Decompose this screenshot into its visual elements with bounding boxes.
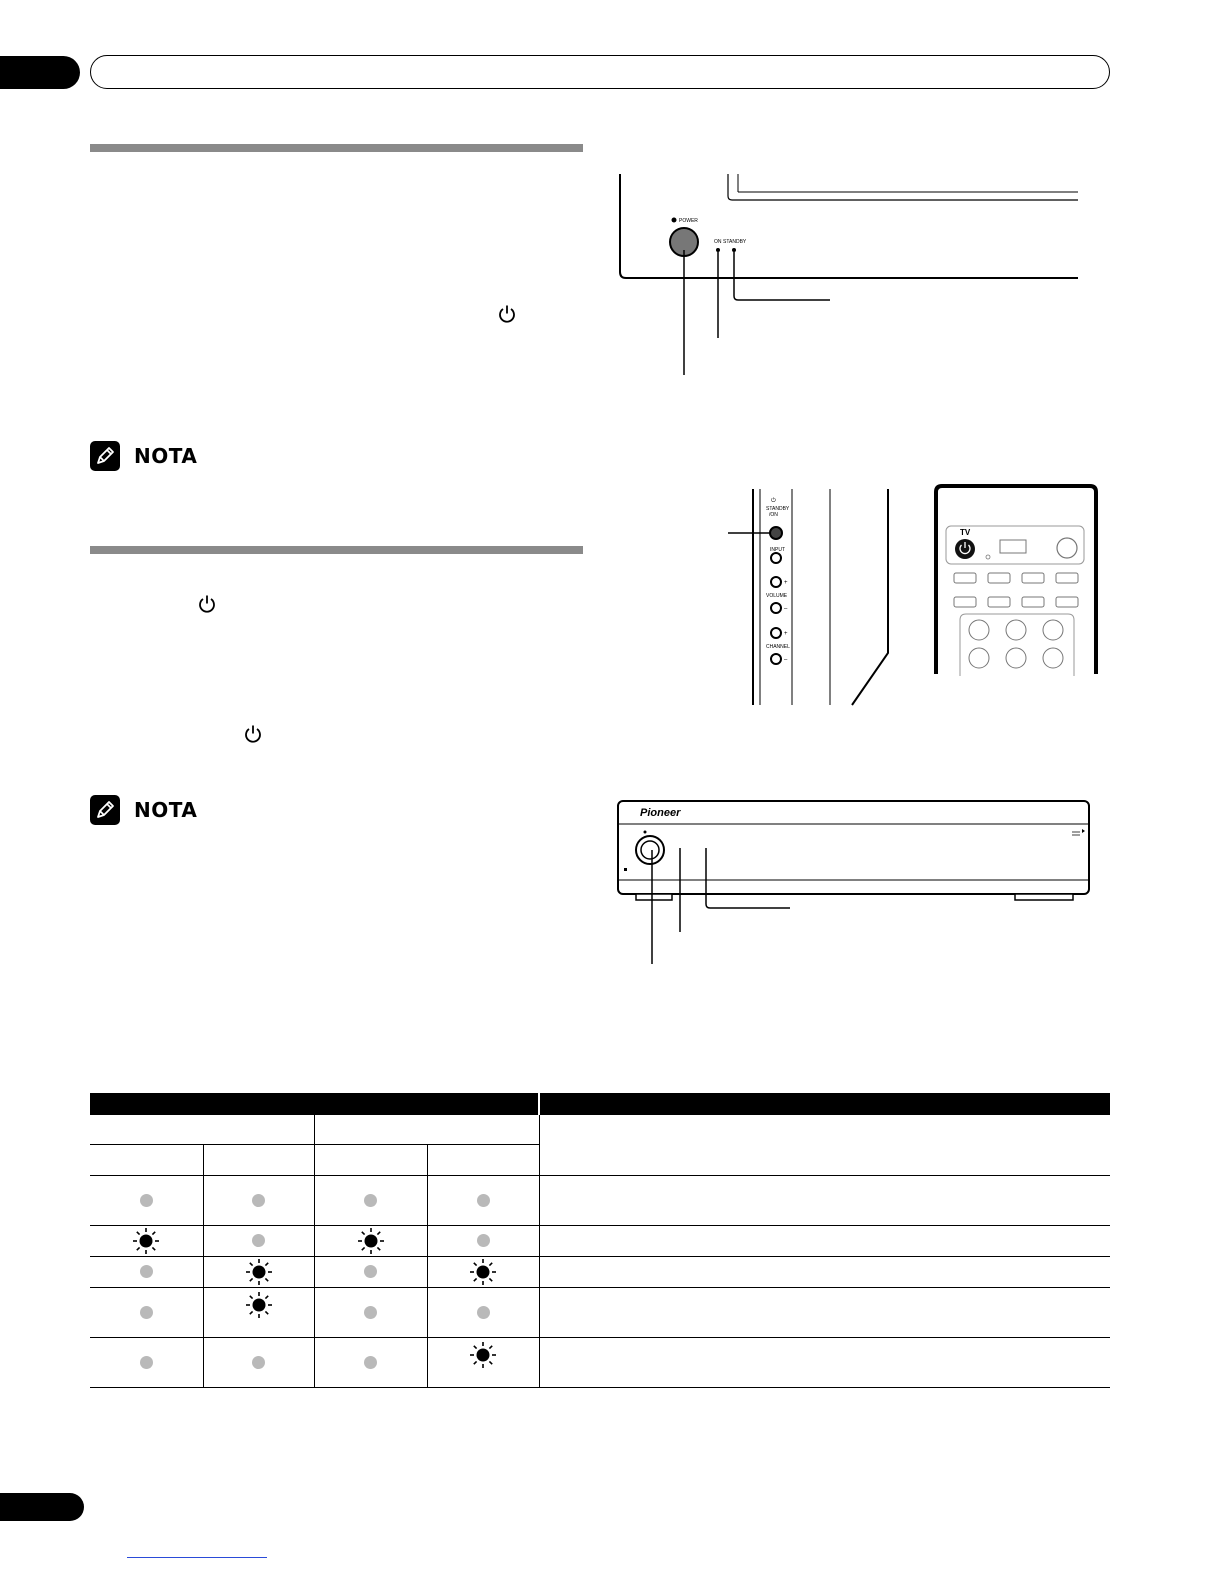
led-state-description (539, 1226, 1110, 1257)
led-lit-icon (468, 1257, 498, 1287)
table-header-row (90, 1093, 1110, 1115)
led-lit-icon (468, 1340, 498, 1370)
section-heading-bar-2 (90, 546, 583, 554)
led-off-icon (364, 1194, 377, 1207)
media-receiver-figure (610, 796, 1100, 968)
led-cell (90, 1338, 203, 1388)
led-cell (427, 1288, 539, 1338)
led-state-row (90, 1257, 1110, 1288)
led-off-icon (477, 1234, 490, 1247)
note-heading-2 (90, 795, 197, 825)
led-cell (314, 1338, 427, 1388)
tv-label: TV (960, 528, 971, 537)
led-state-row (90, 1176, 1110, 1226)
led-cell (427, 1257, 539, 1288)
note-label: NOTA (134, 798, 198, 822)
footer-rule (127, 1557, 267, 1558)
led-cell (90, 1288, 203, 1338)
led-off-icon (140, 1356, 153, 1369)
led-off-icon (252, 1194, 265, 1207)
led-cell (203, 1338, 314, 1388)
standby-indicator (732, 248, 736, 252)
led-cell (90, 1226, 203, 1257)
page-number-tab (0, 1493, 84, 1521)
chapter-tab (0, 56, 80, 89)
note-heading-1 (90, 441, 197, 471)
note-label: NOTA (134, 444, 198, 468)
led-off-icon (140, 1265, 153, 1278)
led-state-description (539, 1288, 1110, 1338)
led-off-icon (477, 1194, 490, 1207)
led-off-icon (252, 1234, 265, 1247)
on-label: /ON (769, 512, 778, 518)
power-label: POWER (679, 218, 698, 224)
led-cell (314, 1226, 427, 1257)
led-state-description (539, 1338, 1110, 1388)
on-label: ON (714, 239, 722, 245)
input-label: INPUT (770, 547, 785, 553)
input-button[interactable] (771, 553, 781, 563)
led-cell (203, 1176, 314, 1226)
led-state-row (90, 1288, 1110, 1338)
led-cell (90, 1257, 203, 1288)
led-lit-icon (244, 1290, 274, 1320)
power-symbol: ⏻ (771, 498, 776, 504)
led-cell (203, 1257, 314, 1288)
on-indicator (716, 248, 720, 252)
led-state-row (90, 1226, 1110, 1257)
led-state-description (539, 1176, 1110, 1226)
led-cell (427, 1338, 539, 1388)
pioneer-logo: Pioneer (640, 807, 681, 819)
svg-text:–: – (784, 657, 788, 663)
standby-label: STANDBY (723, 239, 747, 245)
led-off-icon (364, 1265, 377, 1278)
channel-label: CHANNEL (766, 644, 790, 650)
led-lit-icon (244, 1257, 274, 1287)
section-heading-bar-1 (90, 144, 583, 152)
channel-up-button[interactable] (771, 628, 781, 638)
volume-label: VOLUME (766, 593, 788, 599)
led-lit-icon (131, 1226, 161, 1256)
display-front-panel-figure (600, 160, 1090, 385)
pencil-note-icon (90, 795, 120, 825)
led-state-row (90, 1338, 1110, 1388)
led-off-icon (477, 1306, 490, 1319)
svg-text:–: – (784, 606, 788, 612)
led-cell (427, 1176, 539, 1226)
led-off-icon (252, 1356, 265, 1369)
led-cell (203, 1226, 314, 1257)
led-state-description (539, 1257, 1110, 1288)
table-subheader-row (90, 1115, 1110, 1145)
power-icon (244, 724, 262, 744)
led-cell (203, 1288, 314, 1338)
svg-text:+: + (784, 631, 788, 637)
volume-down-button[interactable] (771, 603, 781, 613)
led-off-icon (140, 1306, 153, 1319)
volume-up-button[interactable] (771, 577, 781, 587)
led-off-icon (140, 1194, 153, 1207)
svg-text:+: + (784, 580, 788, 586)
standby-on-button[interactable] (770, 527, 782, 539)
display-side-panel-figure (720, 485, 900, 707)
standby-label: STANDBY (766, 506, 790, 512)
pencil-note-icon (90, 441, 120, 471)
led-cell (314, 1288, 427, 1338)
led-cell (427, 1226, 539, 1257)
led-cell (314, 1176, 427, 1226)
led-off-icon (364, 1356, 377, 1369)
led-off-icon (364, 1306, 377, 1319)
led-cell (314, 1257, 427, 1288)
remote-control-figure (930, 484, 1102, 676)
header-bar (90, 55, 1110, 89)
led-status-table (90, 1093, 1110, 1388)
power-icon (198, 594, 216, 614)
power-icon (498, 304, 516, 324)
led-cell (90, 1176, 203, 1226)
channel-down-button[interactable] (771, 654, 781, 664)
led-lit-icon (356, 1226, 386, 1256)
